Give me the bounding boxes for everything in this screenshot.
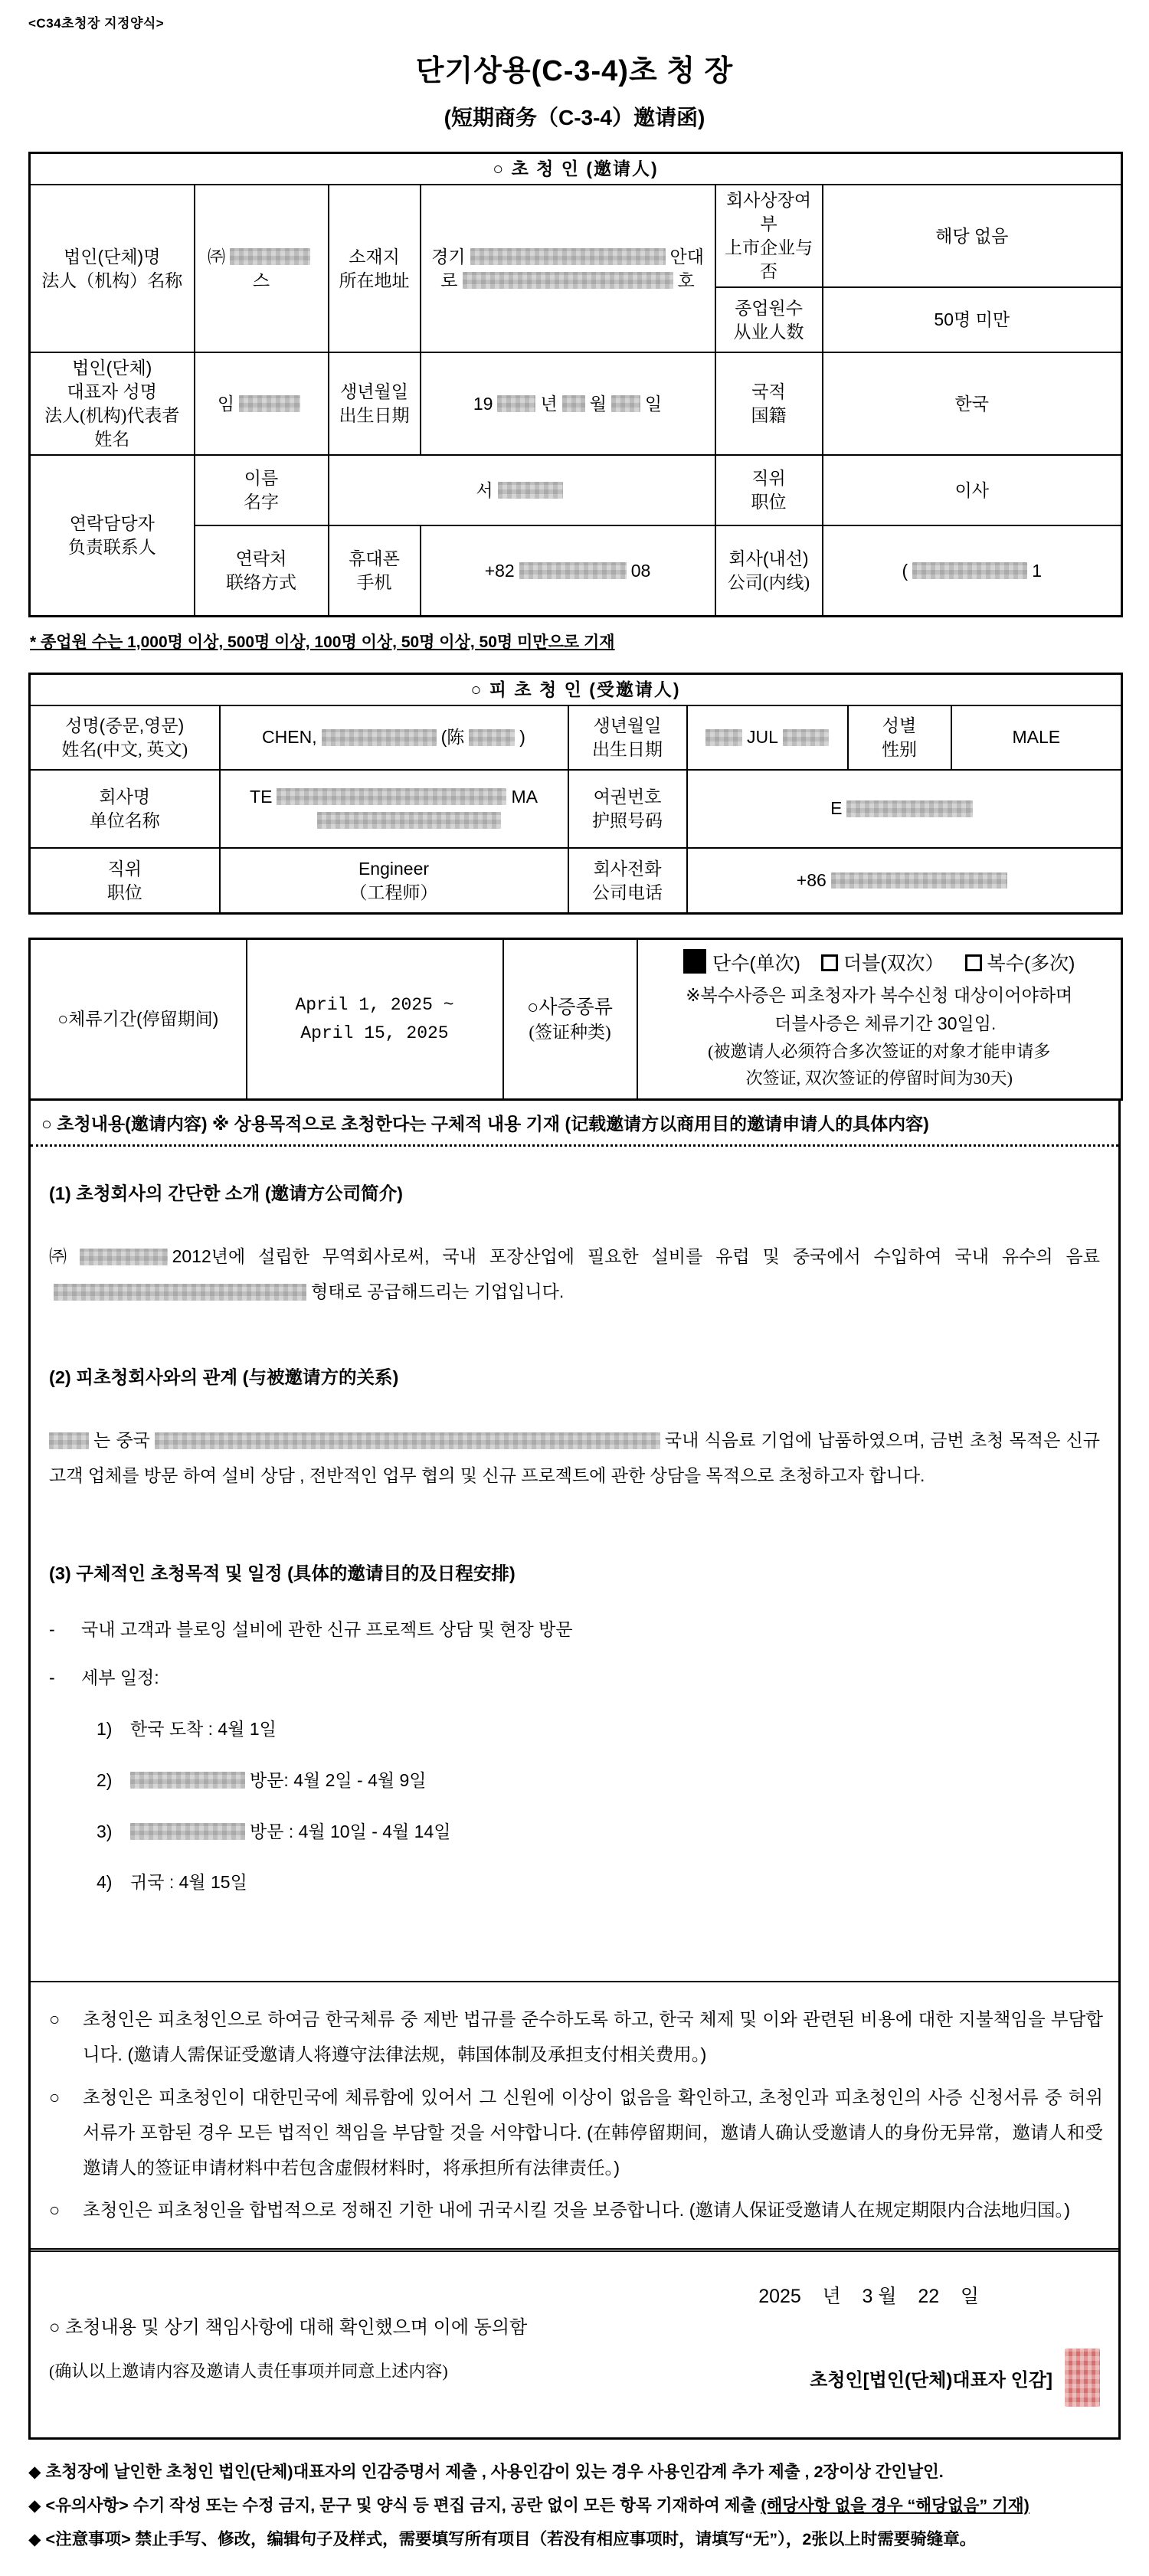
- invitee-name-label: 성명(중문,영문) 姓名(中文, 英文): [30, 705, 220, 770]
- dash-marker: -: [49, 1619, 55, 1640]
- document-subtitle: (短期商务（C-3-4）邀请函): [444, 106, 705, 129]
- visa-option-single: 단수(单次): [712, 952, 800, 974]
- ceo-birth-value: 19 년 월 일: [421, 352, 715, 455]
- agreement-date: 2025 년 3 월 22 일: [758, 2286, 980, 2308]
- redacted-text: [49, 1432, 89, 1449]
- corp-name-value: ㈜스: [195, 185, 329, 352]
- contact-person-label: 연락담당자 负责联系人: [30, 455, 195, 616]
- invitee-name-value: CHEN, (陈 ): [220, 705, 568, 770]
- footer-notes: [28, 2455, 1121, 2556]
- agreement-text-ko: ○ 초청내용 및 상기 책임사항에 대해 확인했으며 이에 동의함: [49, 2317, 528, 2339]
- signer-label: 초청인[법인(단체)대표자 인감]: [810, 2369, 1052, 2391]
- visa-note-ko-2: 더블사증은 체류기간 30일임.: [774, 1013, 997, 1033]
- invitation-content-box: [28, 1098, 1121, 2440]
- redacted-text: [80, 1249, 168, 1265]
- visa-type-value: [637, 939, 1122, 1100]
- schedule-item-3: 3) 방문 : 4월 10일 - 4월 14일: [97, 1821, 451, 1841]
- redacted-text: [54, 1284, 306, 1301]
- address-label: 소재지 所在地址: [329, 185, 421, 352]
- corp-name-label: 법인(단체)명 法人（机构）名称: [30, 185, 195, 352]
- invitee-gender-label: 성별 性别: [848, 705, 951, 770]
- redacted-text: [239, 395, 300, 412]
- bullet-item: - 세부 일정:: [49, 1664, 1100, 1692]
- employees-value: 50명 미만: [823, 287, 1122, 352]
- nationality-value: 한국: [823, 352, 1122, 455]
- section3-bullets: [49, 1615, 1100, 1692]
- ceo-birth-label: 생년월일 出生日期: [329, 352, 421, 455]
- nationality-label: 국적 国籍: [715, 352, 823, 455]
- redacted-text: [463, 272, 673, 289]
- stay-visa-table: [28, 938, 1123, 1101]
- redacted-text: [846, 800, 973, 817]
- visa-type-label: ○사증종류 (签证种类): [503, 939, 637, 1100]
- inviter-table: [28, 152, 1123, 617]
- redacted-text: [562, 395, 585, 412]
- agreement-section: [31, 2248, 1118, 2437]
- invitee-phone-label: 회사전화 公司电话: [568, 848, 687, 914]
- visa-note-zh-1: (被邀请人必须符合多次签证的对象才能申请多: [708, 1041, 1051, 1061]
- footer-note-1: ◆ 초청장에 날인한 초청인 법인(단체)대표자의 인감증명서 제출 , 사용인감이 있는 경우 사용인감계 추가 제출 , 2장이상 간인날인.: [28, 2463, 944, 2482]
- invitee-position-label: 직위 职位: [30, 848, 220, 914]
- redacted-text: [130, 1772, 245, 1789]
- schedule-list: [49, 1715, 1100, 1897]
- invitee-birth-value: JUL: [687, 705, 848, 770]
- stay-period-label: ○체류기간(停留期间): [30, 939, 247, 1100]
- employees-label: 종업원수 从业人数: [715, 287, 823, 352]
- redacted-text: [130, 1823, 245, 1840]
- schedule-item-4: 4) 귀국 : 4월 15일: [97, 1872, 247, 1893]
- form-designation-tag: <C34초청장 지정양식>: [28, 16, 165, 31]
- circle-marker: ○: [49, 2009, 61, 2030]
- contact-name-value: 서: [329, 455, 715, 525]
- corporate-seal-stamp-icon: [1065, 2349, 1100, 2407]
- invitee-gender-value: MALE: [951, 705, 1122, 770]
- redacted-text: [497, 395, 535, 412]
- redacted-text: [519, 562, 627, 579]
- obligations-section: [31, 1981, 1118, 2248]
- section2-paragraph: 는 중국 국내 식음료 기업에 납품하였으며, 금번 초청 목적은 신규 고객 업체를 방문 하여 설비 상담 , 전반적인 업무 협의 및 신규 프로젝트에 관한 상담을 목적으로 초청하고자 합니다.: [49, 1430, 1101, 1486]
- document-title: 단기상용(C-3-4)초 청 장: [415, 55, 734, 87]
- redacted-text: [470, 248, 666, 265]
- office-phone-value: ( 1: [823, 525, 1122, 616]
- redacted-text: [705, 729, 742, 746]
- section1-title: (1) 초청회사의 간단한 소개 (邀请方公司简介): [49, 1183, 403, 1204]
- redacted-text: [277, 788, 506, 805]
- contact-position-label: 직위 职位: [715, 455, 823, 525]
- passport-value: E: [687, 770, 1122, 848]
- invitee-phone-value: +86: [687, 848, 1122, 914]
- redacted-text: [230, 248, 310, 265]
- obligation-item: ○ 초청인은 피초청인으로 하여금 한국체류 중 제반 법규를 준수하도록 하고, 한국 체제 및 이와 관련된 비용에 대한 지불책임을 부담합니다. (邀请人需保证受邀请人将遵守法律法规，韩国体制及承担支付相关费用。): [46, 2002, 1103, 2073]
- circle-marker: ○: [49, 2200, 61, 2221]
- footer-note-2: ◆ <유의사항> 수기 작성 또는 수정 금지, 문구 및 양식 등 편집 금지, 공란 없이 모든 항목 기재하여 제출 (해당사항 없을 경우 “해당없음” 기재): [28, 2496, 1030, 2515]
- contact-position-value: 이사: [823, 455, 1122, 525]
- contact-method-label: 연락처 联络方式: [195, 525, 329, 616]
- passport-label: 여권번호 护照号码: [568, 770, 687, 848]
- invitee-birth-label: 생년월일 出生日期: [568, 705, 687, 770]
- redacted-text: [498, 482, 563, 499]
- stay-period-value: April 1, 2025 ~ April 15, 2025: [247, 939, 503, 1100]
- invitation-content-header: ○ 초청내용(邀请内容) ※ 상용목적으로 초청한다는 구체적 내용 기재 (记载邀请方以商用目的邀请申请人的具体内容): [31, 1101, 1118, 1147]
- checkbox-multiple-unchecked-icon: [965, 954, 982, 971]
- invitation-content-main: [31, 1147, 1118, 1981]
- invitee-position-value: Engineer （工程师）: [220, 848, 568, 914]
- checkbox-double-unchecked-icon: [821, 954, 838, 971]
- redacted-text: [155, 1432, 660, 1449]
- employee-count-note: * 종업원 수는 1,000명 이상, 500명 이상, 100명 이상, 50명 이상, 50명 미만으로 기재: [30, 633, 615, 651]
- redacted-text: [469, 729, 515, 746]
- signer-row: [637, 2349, 1100, 2407]
- obligation-item: ○ 초청인은 피초청인을 합법적으로 정해진 기한 내에 귀국시킬 것을 보증합니다. (邀请人保证受邀请人在规定期限内合法地归国。): [46, 2193, 1103, 2228]
- mobile-label: 휴대폰 手机: [329, 525, 421, 616]
- contact-name-label: 이름 名字: [195, 455, 329, 525]
- circle-marker: ○: [49, 2087, 61, 2107]
- invitee-table: [28, 673, 1123, 915]
- agreement-signature-block: [637, 2278, 1100, 2407]
- schedule-item-1: 1) 한국 도착 : 4월 1일: [97, 1719, 277, 1740]
- redacted-text: [317, 812, 501, 829]
- listed-company-value: 해당 없음: [823, 185, 1122, 287]
- visa-note-zh-2: 次签证, 双次签证的停留时间为30天): [745, 1069, 1013, 1088]
- invitee-section-title: ○ 피 초 청 인 (受邀请人): [30, 673, 1122, 705]
- invitee-company-value: TE MA: [220, 770, 568, 848]
- section2-title: (2) 피초청회사와의 관계 (与被邀请方的关系): [49, 1367, 399, 1388]
- redacted-text: [322, 729, 437, 746]
- dash-marker: -: [49, 1668, 55, 1688]
- section3-title: (3) 구체적인 초청목적 및 일정 (具体的邀请目的及日程安排): [49, 1563, 516, 1584]
- ceo-name-value: 임: [195, 352, 329, 455]
- visa-note-ko-1: ※복수사증은 피초청자가 복수신청 대상이어야하며: [686, 984, 1073, 1005]
- bullet-item: - 국내 고객과 블로잉 설비에 관한 신규 프로젝트 상담 및 현장 방문: [49, 1615, 1100, 1644]
- visa-options: [646, 949, 1114, 977]
- checkbox-single-checked-icon: [683, 949, 706, 974]
- agreement-text-zh: (确认以上邀请内容及邀请人责任事项并同意上述内容): [49, 2362, 448, 2381]
- section1-paragraph: ㈜ 2012년에 설립한 무역회사로써, 국내 포장산업에 필요한 설비를 유럽 및 중국에서 수입하여 국내 유수의 음료형태로 공급해드리는 기업입니다.: [49, 1246, 1100, 1302]
- footer-note-3: ◆ <注意事项> 禁止手写、修改，编辑句子及样式，需要填写所有项目（若没有相应事项时，请填写“无”），2张以上时需要骑缝章。: [28, 2530, 977, 2549]
- address-value: 경기 안대 로 호: [421, 185, 715, 352]
- listed-company-label: 회사상장여부 上市企业与否: [715, 185, 823, 287]
- schedule-item-2: 2) 방문: 4월 2일 - 4월 9일: [97, 1769, 427, 1790]
- footer-note-2-underlined: (해당사항 없을 경우 “해당없음” 기재): [761, 2496, 1030, 2515]
- redacted-text: [611, 395, 640, 412]
- mobile-value: +82 08: [421, 525, 715, 616]
- visa-option-multiple: 복수(多次): [987, 952, 1075, 974]
- redacted-text: [831, 872, 1007, 889]
- redacted-text: [912, 562, 1027, 579]
- obligation-item: ○ 초청인은 피초청인이 대한민국에 체류함에 있어서 그 신원에 이상이 없음을 확인하고, 초청인과 피초청인의 사증 신청서류 중 허위 서류가 포함된 경우 모든 법적인 책임을 부담할 것을 서약합니다. (在韩停留期间，邀请人确认受邀请人的身份无异常，邀请人和受邀请人的签证申请材料中若包含虚假材料时，将承担所有法律责任。): [46, 2080, 1103, 2185]
- agreement-statement: [49, 2278, 637, 2407]
- inviter-section-title: ○ 초 청 인 (邀请人): [30, 153, 1122, 185]
- office-phone-label: 회사(내선) 公司(内线): [715, 525, 823, 616]
- visa-option-double: 더블(双次）: [843, 952, 944, 974]
- invitee-company-label: 회사명 单位名称: [30, 770, 220, 848]
- ceo-name-label: 법인(단체) 대표자 성명 法人(机构)代表者姓名: [30, 352, 195, 455]
- redacted-text: [783, 729, 829, 746]
